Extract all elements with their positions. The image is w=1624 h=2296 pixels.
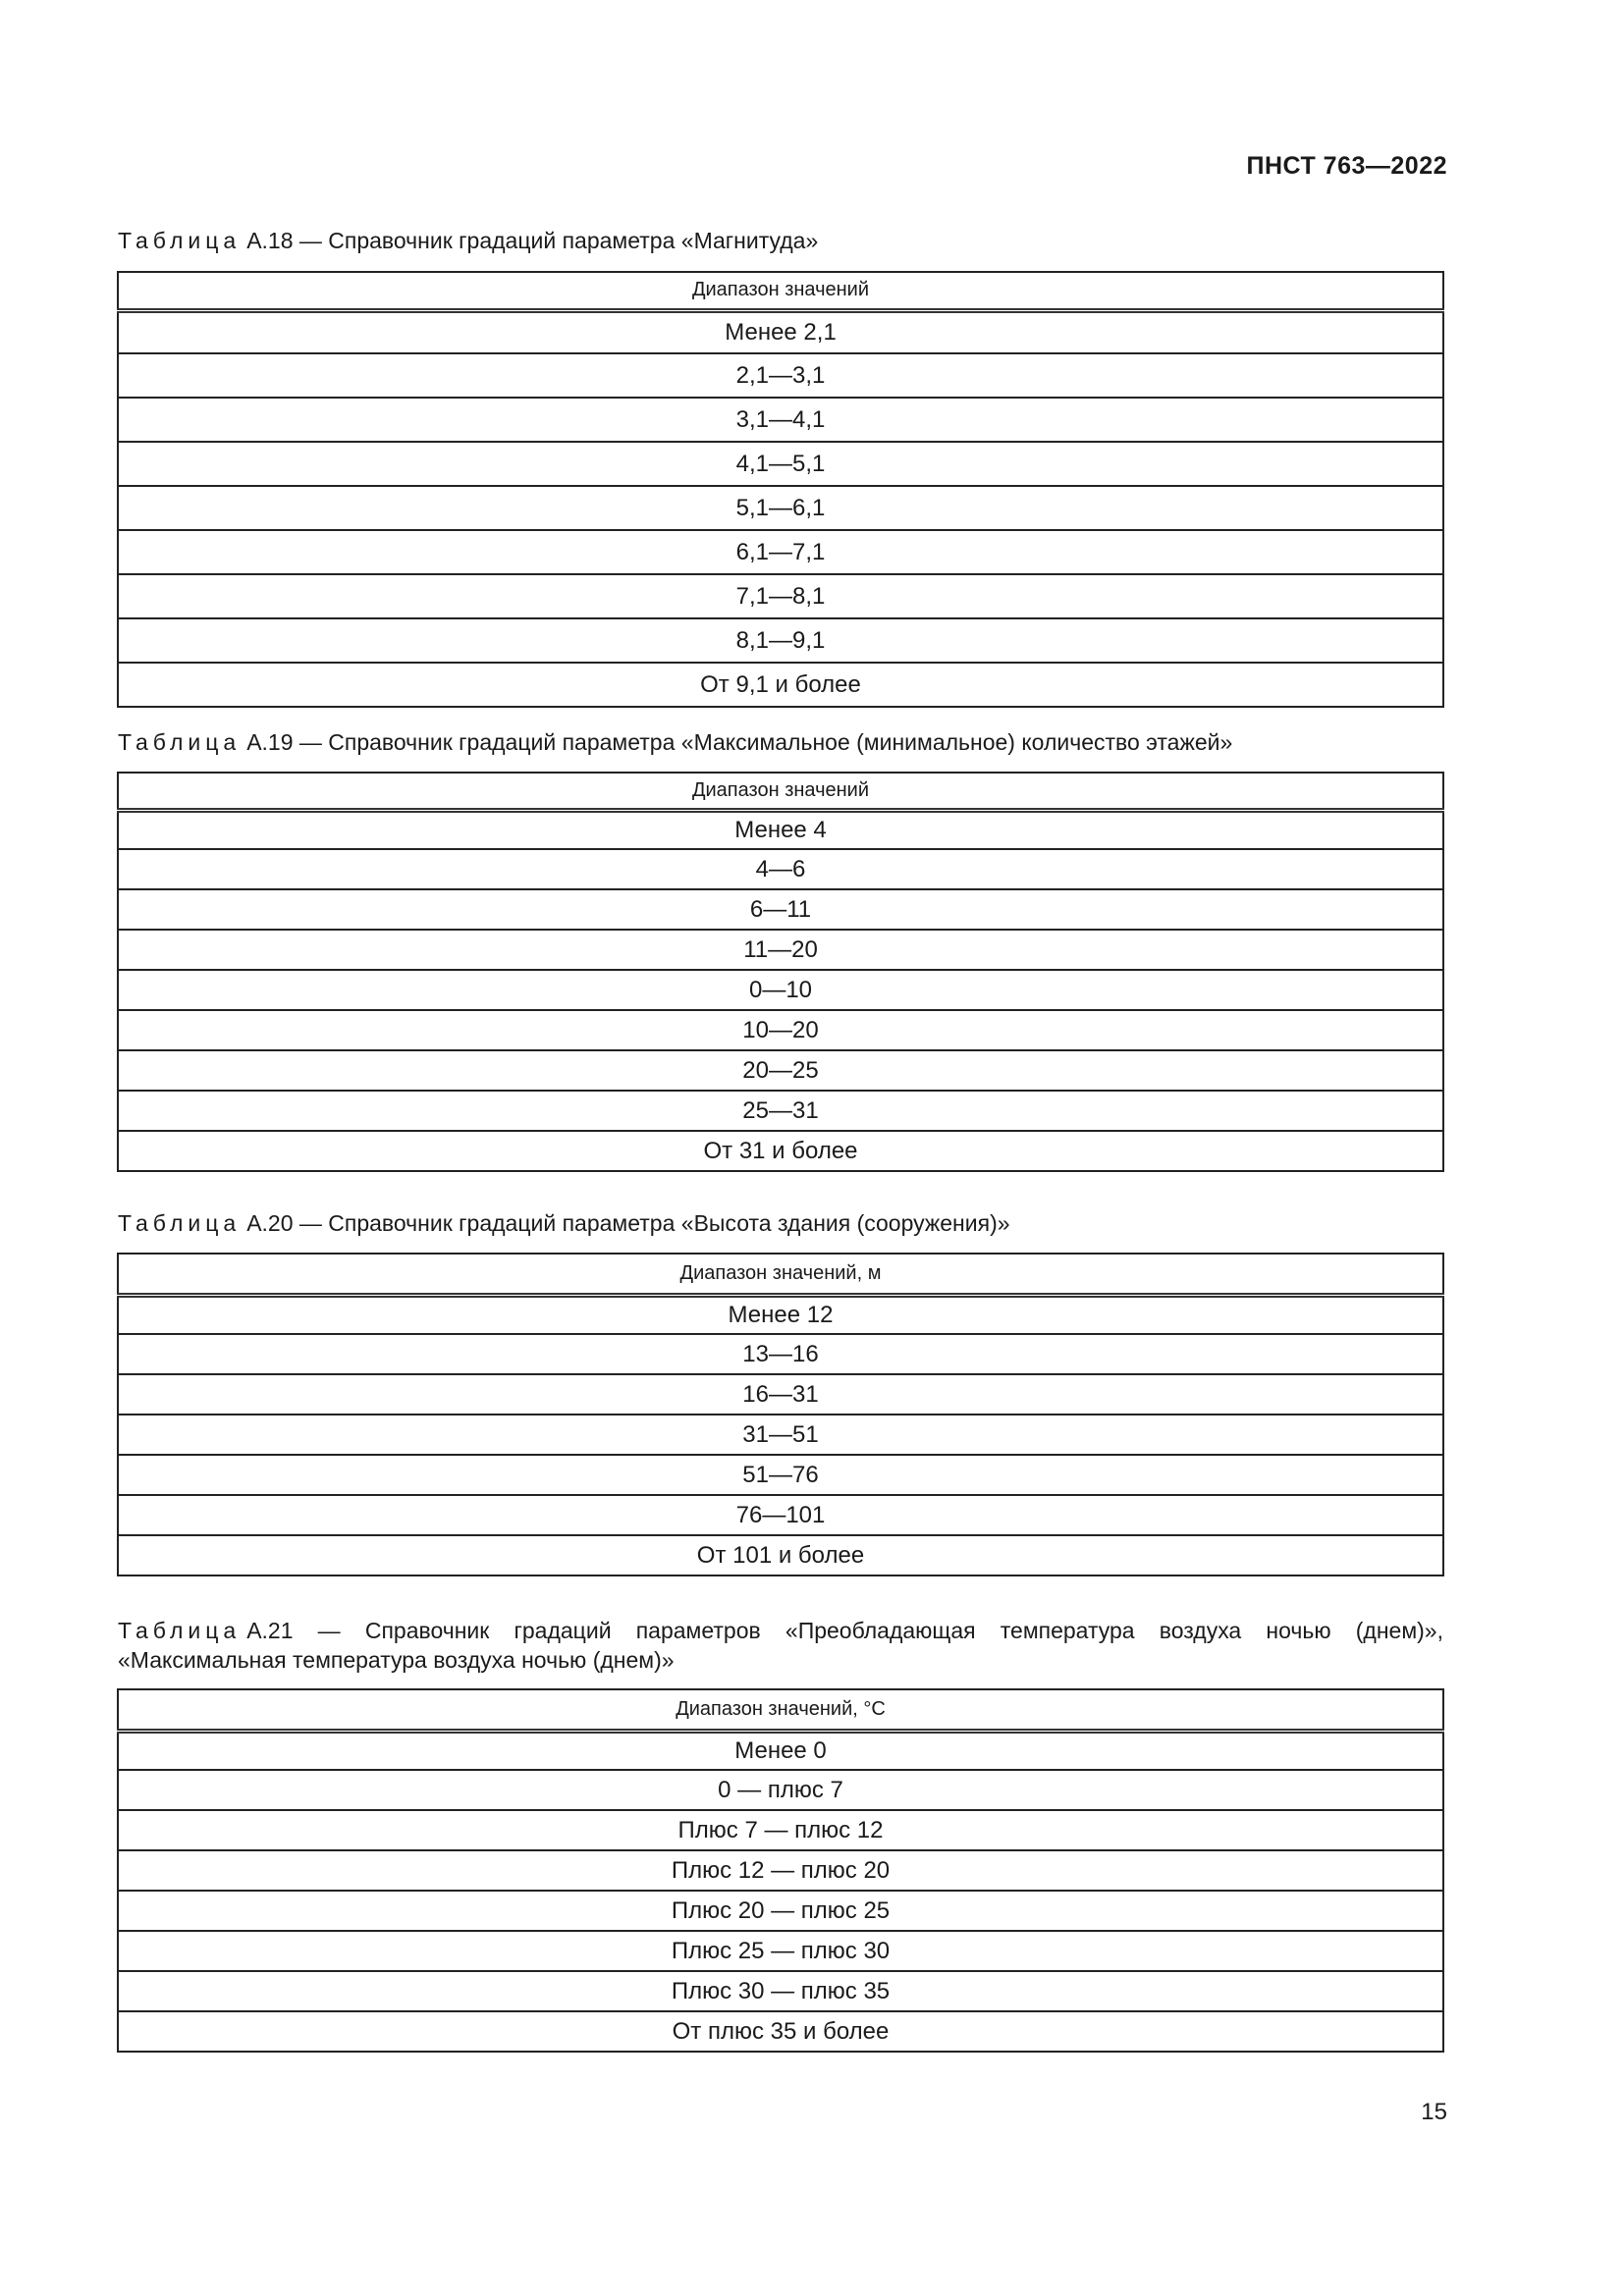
column-header: Диапазон значений [118, 272, 1443, 310]
table-cell: Плюс 25 — плюс 30 [118, 1931, 1443, 1971]
column-header: Диапазон значений, °C [118, 1689, 1443, 1731]
table-a20-caption [118, 1208, 1443, 1238]
table-row [118, 530, 1443, 574]
table-row [118, 1891, 1443, 1931]
table-row [118, 1455, 1443, 1495]
table-header-row [118, 272, 1443, 310]
table-cell: 16—31 [118, 1374, 1443, 1415]
table-row [118, 618, 1443, 663]
table-row [118, 398, 1443, 442]
table-cell: 4—6 [118, 849, 1443, 889]
table-cell: 51—76 [118, 1455, 1443, 1495]
table-cell: 10—20 [118, 1010, 1443, 1050]
table-cell: 3,1—4,1 [118, 398, 1443, 442]
table-cell: 6—11 [118, 889, 1443, 930]
table-header-row [118, 1689, 1443, 1731]
table-cell: 0 — плюс 7 [118, 1770, 1443, 1810]
table-row [118, 574, 1443, 618]
table-cell: Плюс 30 — плюс 35 [118, 1971, 1443, 2011]
caption-label-word: Таблица [118, 729, 242, 755]
page-number: 15 [1421, 2099, 1447, 2125]
caption-text: А.20 — Справочник градаций параметра «Высота здания (сооружения)» [246, 1210, 1010, 1236]
table-row [118, 1535, 1443, 1575]
table-cell: 4,1—5,1 [118, 442, 1443, 486]
document-code: ПНСТ 763—2022 [1246, 152, 1447, 180]
table-cell: 13—16 [118, 1334, 1443, 1374]
table-a19 [117, 772, 1444, 1172]
table-header-row [118, 1254, 1443, 1295]
table-row [118, 1091, 1443, 1131]
table-row [118, 1810, 1443, 1850]
column-header: Диапазон значений [118, 773, 1443, 810]
table-a18 [117, 271, 1444, 708]
table-a20 [117, 1253, 1444, 1576]
table-row [118, 310, 1443, 353]
table-cell: Менее 0 [118, 1731, 1443, 1770]
table-cell: 0—10 [118, 970, 1443, 1010]
caption-text: А.21 — Справочник градаций параметров «Преобладающая температура воздуха ночью (днем)», «Максимальная температура воздуха ночью (днем)» [118, 1618, 1443, 1673]
caption-text: А.18 — Справочник градаций параметра «Магнитуда» [246, 228, 819, 253]
table-cell: Менее 4 [118, 810, 1443, 849]
table-row [118, 889, 1443, 930]
table-row [118, 1971, 1443, 2011]
table-row [118, 970, 1443, 1010]
table-row [118, 1415, 1443, 1455]
table-cell: Менее 12 [118, 1295, 1443, 1334]
table-row [118, 1295, 1443, 1334]
table-row [118, 1731, 1443, 1770]
caption-label-word: Таблица [118, 228, 242, 253]
table-cell: От 101 и более [118, 1535, 1443, 1575]
table-cell: 8,1—9,1 [118, 618, 1443, 663]
table-row [118, 1010, 1443, 1050]
table-cell: 76—101 [118, 1495, 1443, 1535]
table-a21-caption [118, 1616, 1443, 1675]
table-row [118, 1770, 1443, 1810]
table-row [118, 486, 1443, 530]
table-cell: Плюс 7 — плюс 12 [118, 1810, 1443, 1850]
table-cell: 20—25 [118, 1050, 1443, 1091]
column-header: Диапазон значений, м [118, 1254, 1443, 1295]
caption-text: А.19 — Справочник градаций параметра «Максимальное (минимальное) количество этажей» [246, 729, 1233, 755]
table-row [118, 810, 1443, 849]
table-cell: От 31 и более [118, 1131, 1443, 1171]
table-cell: От 9,1 и более [118, 663, 1443, 707]
table-row [118, 2011, 1443, 2052]
table-a21 [117, 1688, 1444, 2053]
table-row [118, 1850, 1443, 1891]
table-row [118, 353, 1443, 398]
table-row [118, 1374, 1443, 1415]
table-header-row [118, 773, 1443, 810]
table-row [118, 1495, 1443, 1535]
table-row [118, 1050, 1443, 1091]
table-cell: 7,1—8,1 [118, 574, 1443, 618]
table-cell: 6,1—7,1 [118, 530, 1443, 574]
caption-label-word: Таблица [118, 1210, 242, 1236]
table-cell: 11—20 [118, 930, 1443, 970]
table-cell: Менее 2,1 [118, 310, 1443, 353]
table-row [118, 930, 1443, 970]
table-a19-caption [118, 727, 1443, 757]
table-row [118, 1931, 1443, 1971]
table-row [118, 1131, 1443, 1171]
table-cell: 2,1—3,1 [118, 353, 1443, 398]
table-cell: Плюс 20 — плюс 25 [118, 1891, 1443, 1931]
table-cell: 31—51 [118, 1415, 1443, 1455]
caption-label-word: Таблица [118, 1618, 242, 1643]
table-cell: 25—31 [118, 1091, 1443, 1131]
table-row [118, 1334, 1443, 1374]
table-row [118, 663, 1443, 707]
table-cell: 5,1—6,1 [118, 486, 1443, 530]
table-cell: Плюс 12 — плюс 20 [118, 1850, 1443, 1891]
table-row [118, 849, 1443, 889]
table-row [118, 442, 1443, 486]
table-cell: От плюс 35 и более [118, 2011, 1443, 2052]
table-a18-caption [118, 226, 1443, 255]
